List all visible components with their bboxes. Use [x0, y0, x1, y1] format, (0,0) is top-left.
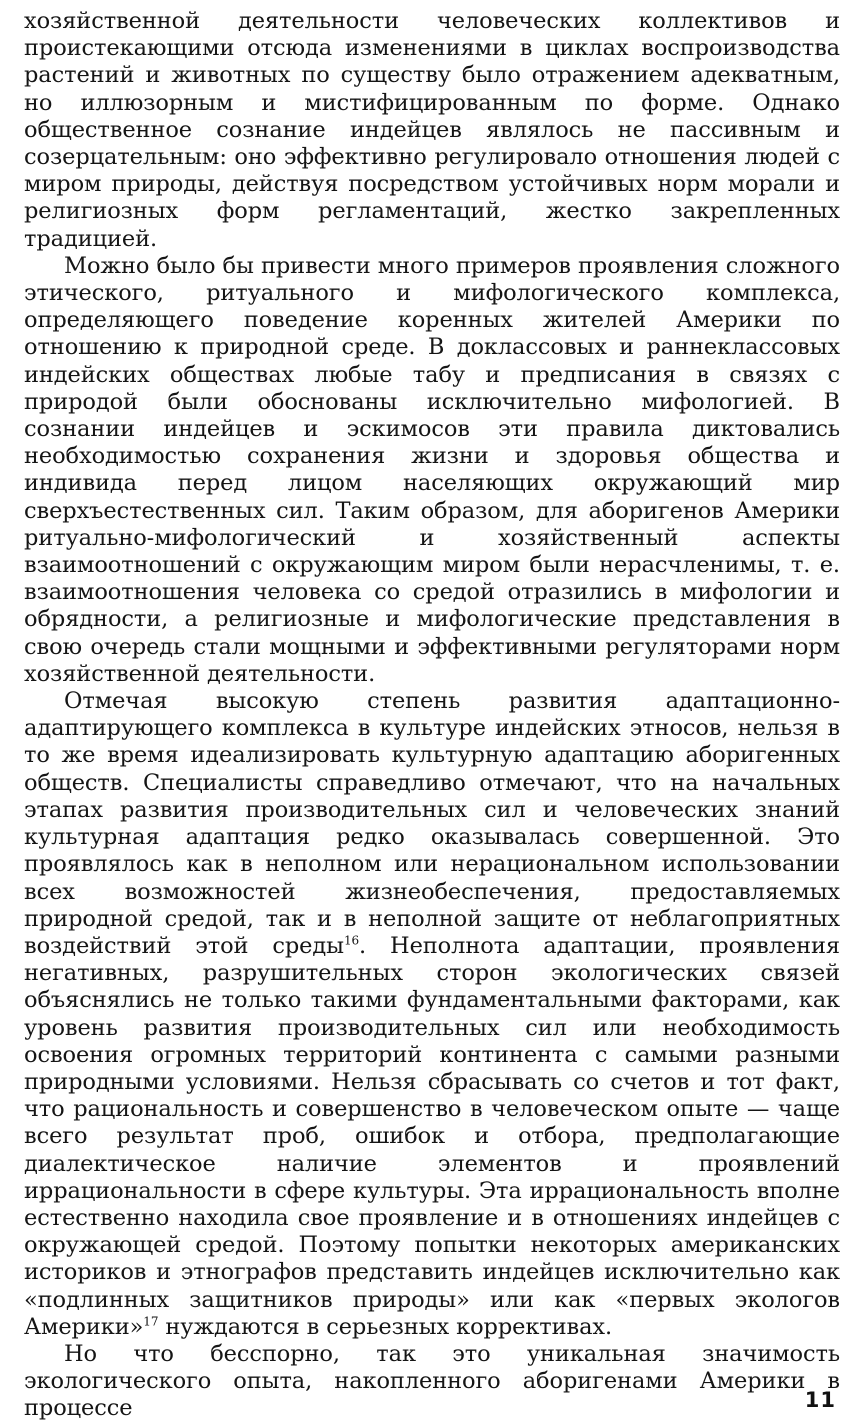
- text-run: Но что бесспорно, так это уникальная значимость экологического опыта, накопленного аборигенами Америки в процессе: [24, 1340, 840, 1422]
- footnote-reference: 16: [343, 933, 360, 948]
- paragraph: [24, 1341, 840, 1423]
- book-page: [24, 8, 840, 1422]
- text-run: Отмечая высокую степень развития адаптационно-адаптирующего комплекса в культуре индейских этносов, нельзя в то же время идеализировать культурную адаптацию аборигенных обществ. Специалисты справедливо отмечают, что на начальных этапах развития производительных сил и человеческих знаний культурная адаптация редко оказывалась совершенной. Это проявлялось как в неполном или нерациональном использовании всех возможностей жизнеобеспечения, предоставляемых природной средой, так и в неполной защите от неблагоприятных воздействий этой среды: [24, 688, 840, 959]
- text-run: . Неполнота адаптации, проявления негативных, разрушительных сторон экологических связей объяснялись не только такими фундаментальными факторами, как уровень развития производительных сил или необходимость освоения огромных территорий континента с самыми разными природными условиями. Нельзя сбрасывать со счетов и тот факт, что рациональность и совершенство в человеческом опыте — чаще всего результат проб, ошибок и отбора, предполагающие диалектическое наличие элементов и проявлений иррациональности в сфере культуры. Эта иррациональность вполне естественно находила свое проявление и в отношениях индейцев с окружающей средой. Поэтому попытки некоторых американских историков и этнографов представить индейцев исключительно как «подлинных защитников природы» или как «первых экологов Америки»: [24, 932, 840, 1340]
- text-run: хозяйственной деятельности человеческих коллективов и проистекающими отсюда изменениями в циклах воспроизводства растений и животных по существу было отражением адекватным, но иллюзорным и мистифицированным по форме. Однако общественное сознание индейцев являлось не пассивным и созерцательным: оно эффективно регулировало отношения людей с миром природы, действуя посредством устойчивых норм морали и религиозных форм регламентаций, жестко закрепленных традицией.: [24, 8, 840, 252]
- text-run: Можно было бы привести много примеров проявления сложного этического, ритуального и мифологического комплекса, определяющего поведение коренных жителей Америки по отношению к природной среде. В доклассовых и раннеклассовых индейских обществах любые табу и предписания в связях с природой были обоснованы исключительно мифологией. В сознании индейцев и эскимосов эти правила диктовались необходимостью сохранения жизни и здоровья общества и индивида перед лицом населяющих окружающий мир сверхъестественных сил. Таким образом, для аборигенов Америки ритуально-мифологический и хозяйственный аспекты взаимоотношений с окружающим миром были нерасчленимы, т. е. взаимоотношения человека со средой отразились в мифологии и обрядности, а религиозные и мифологические представления в свою очередь стали мощными и эффективными регуляторами норм хозяйственной деятельности.: [24, 252, 840, 687]
- page-number: 11: [804, 1388, 836, 1412]
- body-text: [24, 8, 840, 1423]
- paragraph: [24, 8, 840, 253]
- footnote-reference: 17: [143, 1314, 159, 1329]
- paragraph: [24, 688, 840, 1341]
- paragraph: [24, 253, 840, 688]
- text-run: нуждаются в серьезных коррективах.: [158, 1313, 613, 1340]
